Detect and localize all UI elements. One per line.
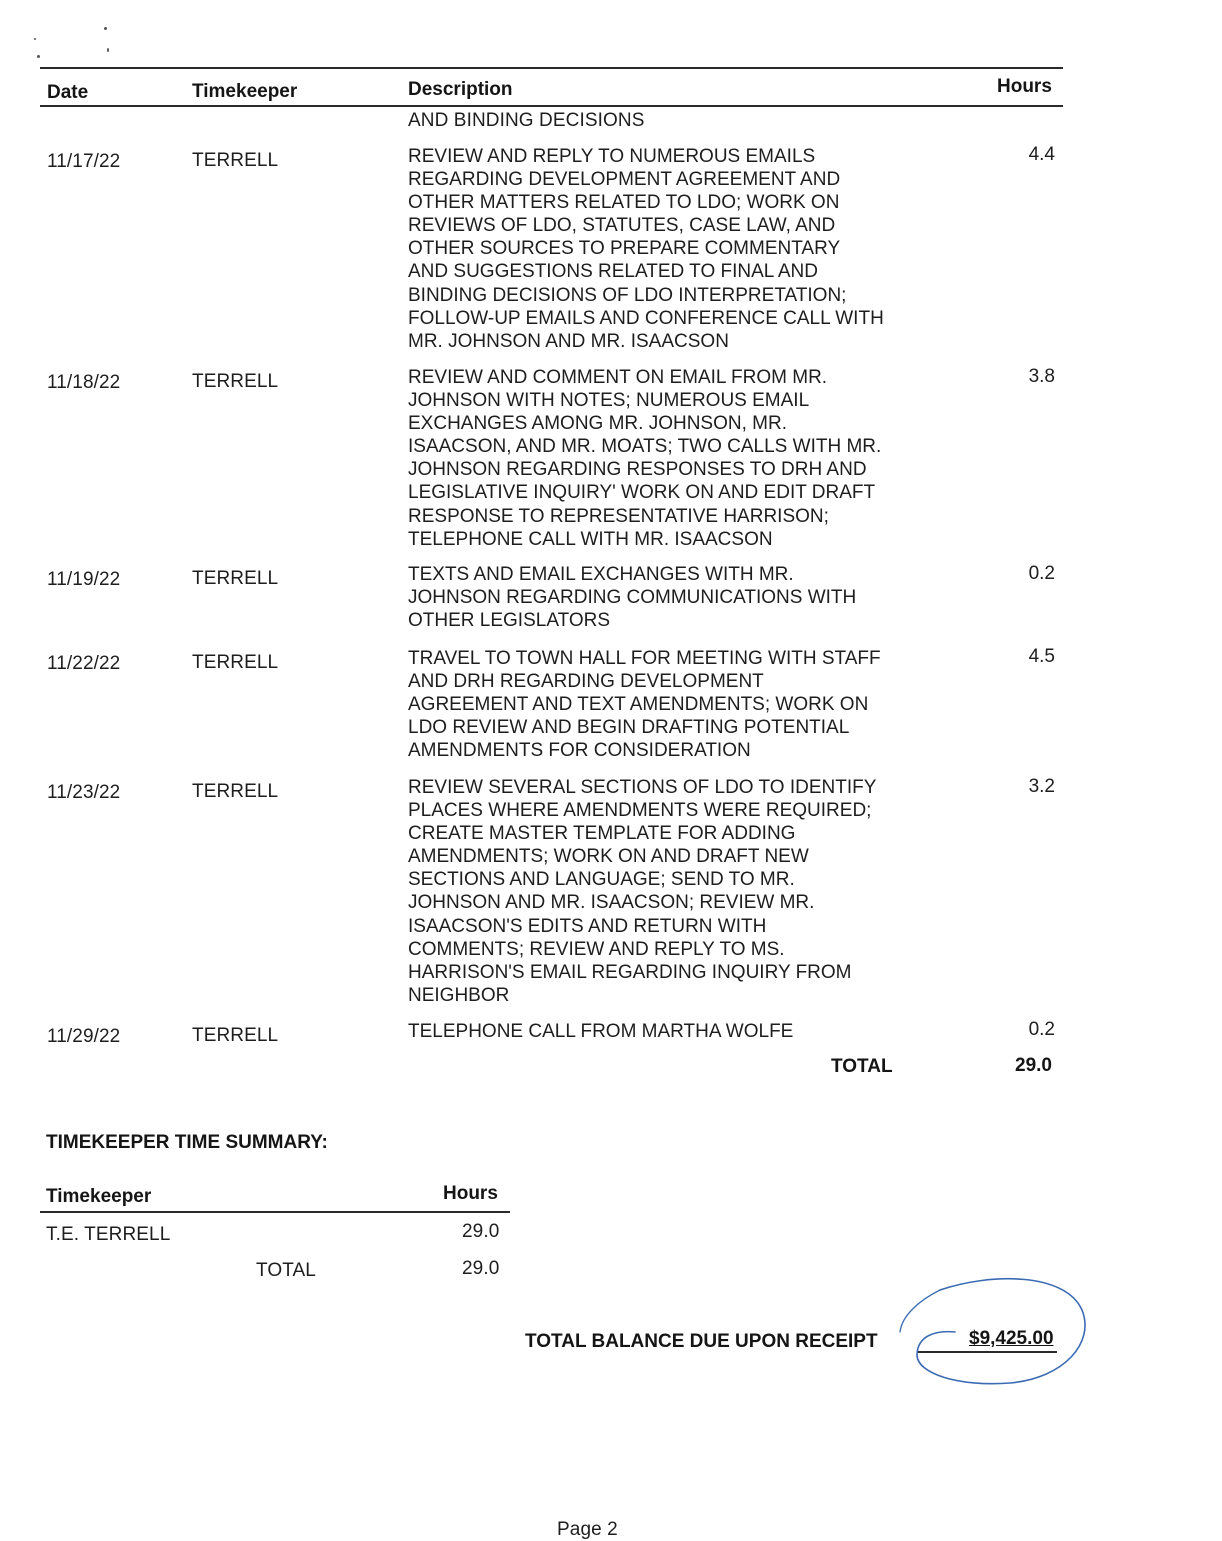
entry-description-line: TRAVEL TO TOWN HALL FOR MEETING WITH STAFF (408, 648, 881, 669)
entry-description-line: OTHER SOURCES TO PREPARE COMMENTARY (408, 238, 841, 260)
balance-label: TOTAL BALANCE DUE UPON RECEIPT (525, 1331, 878, 1352)
header-date: Date (47, 82, 89, 103)
summary-header-rule (40, 1211, 510, 1213)
entry-description-line: REVIEW SEVERAL SECTIONS OF LDO TO IDENTIFY (408, 777, 877, 798)
entry-hours: 3.8 (1028, 366, 1055, 387)
table-top-rule (40, 67, 1063, 69)
entry-description-line: OTHER MATTERS RELATED TO LDO; WORK ON (408, 192, 840, 214)
header-description: Description (408, 79, 513, 100)
entry-description-line: MR. JOHNSON AND MR. ISAACSON (408, 330, 729, 352)
entry-description-line: ISAACSON'S EDITS AND RETURN WITH (408, 915, 767, 937)
entry-timekeeper: TERRELL (192, 652, 279, 673)
entry-description-line: COMMENTS; REVIEW AND REPLY TO MS. (408, 938, 785, 960)
entry-description-line: AGREEMENT AND TEXT AMENDMENTS; WORK ON (408, 694, 869, 716)
entry-description-line: ISAACSON, AND MR. MOATS; TWO CALLS WITH MR. (408, 436, 882, 458)
continuation-text: AND BINDING DECISIONS (408, 110, 645, 131)
entry-timekeeper: TERRELL (192, 150, 279, 171)
entry-description-line: JOHNSON AND MR. ISAACSON; REVIEW MR. (408, 892, 815, 914)
entry-description-line: REVIEW AND REPLY TO NUMEROUS EMAILS (408, 146, 816, 167)
entry-description-line: PLACES WHERE AMENDMENTS WERE REQUIRED; (408, 800, 872, 822)
entry-hours: 4.5 (1028, 646, 1055, 667)
summary-total-label: TOTAL (256, 1260, 316, 1281)
pen-circle-mark (890, 1270, 1100, 1395)
entry-date: 11/19/22 (47, 569, 121, 590)
entry-description-line: TELEPHONE CALL FROM MARTHA WOLFE (408, 1021, 794, 1042)
entry-date: 11/18/22 (47, 372, 121, 393)
entry-description-line: FOLLOW-UP EMAILS AND CONFERENCE CALL WITH (408, 307, 884, 329)
entry-description-line: AMENDMENTS FOR CONSIDERATION (408, 740, 751, 762)
entry-description-line: AND DRH REGARDING DEVELOPMENT (408, 671, 764, 693)
header-bottom-rule (40, 105, 1063, 107)
entry-description (408, 563, 928, 632)
entry-description-line: TEXTS AND EMAIL EXCHANGES WITH MR. (408, 564, 794, 585)
entry-description-line: SECTIONS AND LANGUAGE; SEND TO MR. (408, 869, 795, 891)
summary-header-hours: Hours (443, 1183, 498, 1204)
entry-timekeeper: TERRELL (192, 568, 279, 589)
summary-title: TIMEKEEPER TIME SUMMARY: (46, 1132, 328, 1153)
entry-description-line: REGARDING DEVELOPMENT AGREEMENT AND (408, 169, 841, 191)
entry-description-line: EXCHANGES AMONG MR. JOHNSON, MR. (408, 413, 787, 435)
entry-timekeeper: TERRELL (192, 781, 279, 802)
entry-date: 11/17/22 (47, 151, 121, 172)
entry-hours: 3.2 (1028, 776, 1055, 797)
entry-description-line: JOHNSON REGARDING RESPONSES TO DRH AND (408, 459, 867, 481)
entry-hours: 0.2 (1028, 563, 1055, 584)
entry-description-line: RESPONSE TO REPRESENTATIVE HARRISON; (408, 505, 829, 527)
entry-description-line: REVIEWS OF LDO, STATUTES, CASE LAW, AND (408, 215, 836, 237)
entry-description-line: BINDING DECISIONS OF LDO INTERPRETATION; (408, 284, 847, 306)
header-hours: Hours (997, 76, 1052, 97)
entry-description-line: HARRISON'S EMAIL REGARDING INQUIRY FROM (408, 961, 852, 983)
entry-description-line: AND SUGGESTIONS RELATED TO FINAL AND (408, 261, 818, 283)
entry-description (408, 776, 928, 1007)
summary-header-timekeeper: Timekeeper (46, 1186, 152, 1207)
invoice-total-label: TOTAL (831, 1056, 893, 1077)
entry-hours: 4.4 (1028, 144, 1055, 165)
entry-description-line: LDO REVIEW AND BEGIN DRAFTING POTENTIAL (408, 717, 850, 739)
entry-description-line: NEIGHBOR (408, 984, 510, 1006)
entry-description-line: OTHER LEGISLATORS (408, 610, 611, 632)
entry-description (408, 145, 928, 353)
entry-description-line: CREATE MASTER TEMPLATE FOR ADDING (408, 823, 796, 845)
entry-description-line: REVIEW AND COMMENT ON EMAIL FROM MR. (408, 367, 828, 388)
entry-description-line: LEGISLATIVE INQUIRY' WORK ON AND EDIT DRAFT (408, 482, 876, 504)
entry-timekeeper: TERRELL (192, 371, 279, 392)
entry-description-line: TELEPHONE CALL WITH MR. ISAACSON (408, 528, 773, 550)
header-timekeeper: Timekeeper (192, 81, 298, 102)
entry-description-line: AMENDMENTS; WORK ON AND DRAFT NEW (408, 846, 809, 868)
entry-date: 11/23/22 (47, 782, 121, 803)
summary-row-hours: 29.0 (462, 1221, 500, 1242)
entry-description-line: JOHNSON WITH NOTES; NUMEROUS EMAIL (408, 390, 810, 412)
entry-date: 11/29/22 (47, 1026, 121, 1047)
page-number: Page 2 (557, 1519, 618, 1540)
entry-description (408, 366, 928, 551)
entry-date: 11/22/22 (47, 653, 121, 674)
summary-row-name: T.E. TERRELL (46, 1224, 171, 1245)
entry-timekeeper: TERRELL (192, 1025, 279, 1046)
entry-hours: 0.2 (1028, 1019, 1055, 1040)
entry-description-line: JOHNSON REGARDING COMMUNICATIONS WITH (408, 587, 857, 609)
invoice-total-hours: 29.0 (1015, 1055, 1052, 1076)
summary-total-hours: 29.0 (462, 1258, 500, 1279)
balance-amount: $9,425.00 (969, 1328, 1054, 1349)
entry-description (408, 647, 928, 762)
entry-description (408, 1020, 928, 1043)
